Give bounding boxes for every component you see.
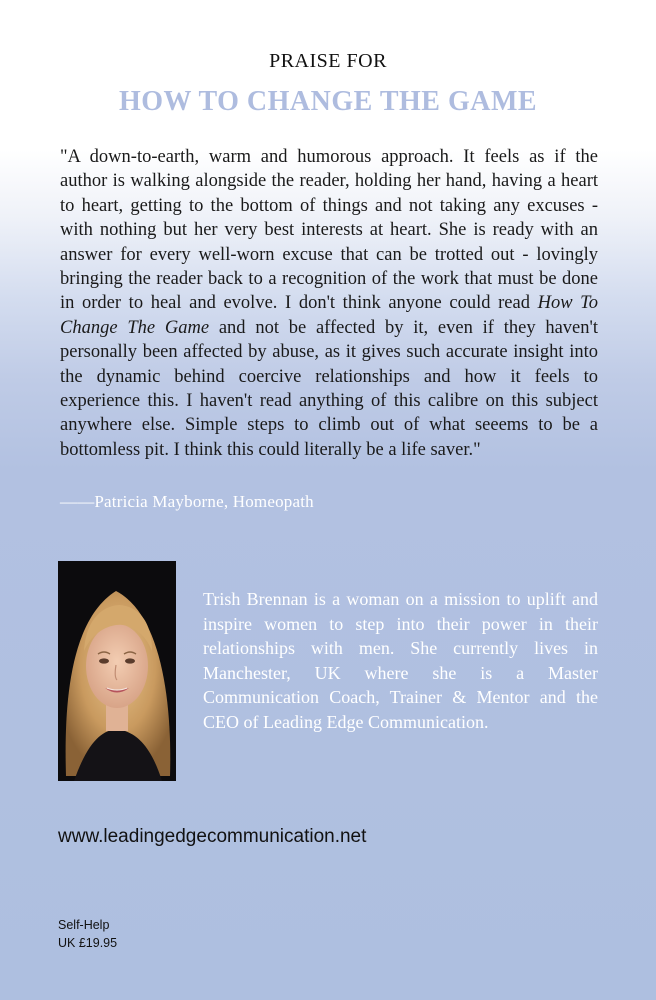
- praise-quote: [60, 145, 598, 462]
- quote-book-title: How To Change The Game: [60, 293, 598, 338]
- praise-for-heading: PRAISE FOR: [269, 50, 387, 72]
- quote-text-start: "A down-to-earth, warm and humorous approach. It feels as if the author is walking alongside the reader, holding her hand, having a heart to heart, getting to the bottom of things and not taking any excuses - with nothing but her very best interests at heart. She is ready with an answer for every well-worn excuse that can be trotted out - lovingly bringing the reader back to a recognition of the work that must be done in order to heal and evolve. I don't think anyone could read: [60, 147, 598, 314]
- quote-attribution: ——Patricia Mayborne, Homeopath: [60, 492, 314, 511]
- website-url: www.leadingedgecommunication.net: [58, 826, 367, 847]
- price-label: UK £19.95: [58, 936, 118, 950]
- author-bio: Trish Brennan is a woman on a mission to uplift and inspire women to step into their power in their relationships with men. She currently lives in Manchester, UK where she is a Master Communication Coach, Trainer & Mentor and the CEO of Leading Edge Communication.: [203, 589, 598, 732]
- genre-label: Self-Help: [58, 918, 110, 932]
- book-title-heading: HOW TO CHANGE THE GAME: [118, 86, 538, 117]
- quote-text-end: and not be affected by it, even if they haven't personally been affected by abuse, as it gives such accurate insight into the dynamic behind coercive relationships and how it feels to experience this. I haven't read anything of this calibre on this subject anywhere else. Simple steps to climb out of what seeems to be a bottomless pit. I think this could literally be a life saver.": [60, 317, 598, 460]
- author-photo: [58, 561, 176, 781]
